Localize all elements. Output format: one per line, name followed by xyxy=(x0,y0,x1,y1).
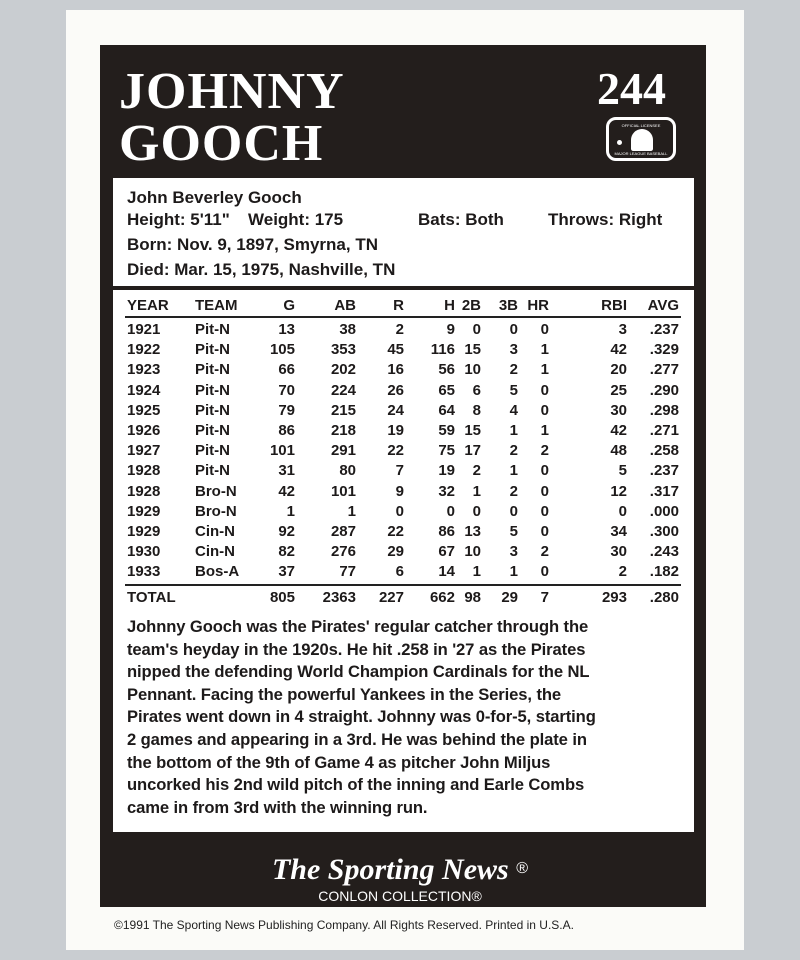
stat-cell: 19 xyxy=(438,462,455,480)
stat-cell: 64 xyxy=(438,401,455,419)
stat-cell: .298 xyxy=(649,401,679,419)
stat-cell: RBI xyxy=(601,297,627,314)
stat-cell: 1 xyxy=(472,563,481,581)
stat-cell: 15 xyxy=(464,422,481,439)
stat-cell: 1 xyxy=(509,563,518,581)
brand-name: The Sporting News xyxy=(271,853,509,886)
stat-cell: 37 xyxy=(278,563,295,581)
stat-cell: 45 xyxy=(387,341,404,359)
stat-cell: 17 xyxy=(464,442,481,460)
stat-cell: .182 xyxy=(649,563,679,581)
mlb-logo-icon xyxy=(606,117,676,161)
collection-name: CONLON COLLECTION® xyxy=(318,888,482,904)
stat-cell: 1 xyxy=(472,482,481,500)
stat-cell: .237 xyxy=(649,462,679,480)
weight: Weight: 175 xyxy=(248,210,344,229)
stat-cell: .258 xyxy=(649,442,679,460)
stat-cell: 101 xyxy=(330,482,356,500)
stat-cell: 0 xyxy=(509,321,518,338)
stat-cell: 42 xyxy=(610,422,627,439)
stat-cell: 26 xyxy=(387,381,404,399)
narrative-line: Pennant. Facing the powerful Yankees in the Series, the xyxy=(127,684,562,704)
stat-cell: 56 xyxy=(438,361,455,379)
stat-cell: 3B xyxy=(498,297,518,314)
stat-cell: 42 xyxy=(278,482,295,500)
header-rule xyxy=(125,316,681,318)
stat-cell: 12 xyxy=(610,482,627,500)
ball-icon xyxy=(617,140,622,145)
stat-cell: 7 xyxy=(395,462,404,480)
stat-cell: 5 xyxy=(618,462,627,480)
stat-cell: 25 xyxy=(610,381,627,399)
table-row xyxy=(127,503,679,523)
stat-cell: 13 xyxy=(464,523,481,540)
stat-cell: 0 xyxy=(540,321,549,338)
stat-cell: 2 xyxy=(509,482,518,500)
table-total-row xyxy=(127,589,679,609)
stat-cell: 15 xyxy=(464,341,481,359)
stat-cell: 1925 xyxy=(127,401,161,419)
stat-cell: 1 xyxy=(347,502,356,520)
stat-cell: 2B xyxy=(461,297,481,314)
stat-cell: 5 xyxy=(509,381,518,399)
stat-cell: 1 xyxy=(286,502,295,520)
stat-cell: 82 xyxy=(278,543,295,561)
stat-cell: Cin-N xyxy=(195,523,235,540)
stat-cell: 75 xyxy=(438,442,455,460)
stat-cell: 1 xyxy=(540,341,549,359)
stat-cell: 2 xyxy=(395,321,404,338)
narrative-line: came in from 3rd with the winning run. xyxy=(127,797,428,817)
stat-cell: 80 xyxy=(339,462,356,480)
stat-cell: .277 xyxy=(649,361,679,379)
table-row xyxy=(127,483,679,503)
stat-cell: 9 xyxy=(395,482,404,500)
stat-cell: AB xyxy=(334,297,356,314)
stat-cell: 0 xyxy=(540,482,549,500)
stat-cell: Pit-N xyxy=(195,462,230,480)
stat-cell: 31 xyxy=(278,462,295,480)
table-row xyxy=(127,563,679,583)
stat-cell: 10 xyxy=(464,361,481,379)
stat-cell: 3 xyxy=(618,321,627,338)
stat-cell: YEAR xyxy=(127,297,169,314)
stat-cell: 0 xyxy=(540,381,549,399)
stat-cell: 86 xyxy=(438,523,455,540)
stat-cell: 34 xyxy=(610,523,627,540)
player-last-name: GOOCH xyxy=(119,115,324,172)
stat-cell: 77 xyxy=(339,563,356,581)
stat-cell: H xyxy=(444,297,455,314)
stat-cell: 1927 xyxy=(127,442,161,460)
stat-cell: 38 xyxy=(339,321,356,338)
stat-cell: .329 xyxy=(649,341,679,359)
stat-cell: 10 xyxy=(464,543,481,561)
player-first-name: JOHNNY xyxy=(119,63,345,120)
stat-cell: 1930 xyxy=(127,543,161,561)
table-row xyxy=(127,402,679,422)
stat-cell: 3 xyxy=(509,543,518,561)
stat-cell: .243 xyxy=(649,543,679,561)
stat-cell: 2 xyxy=(472,462,481,480)
stat-cell: 276 xyxy=(330,543,356,561)
stat-cell: 16 xyxy=(387,361,404,379)
table-header xyxy=(127,297,679,317)
stat-cell: 8 xyxy=(472,401,481,419)
stat-cell: 101 xyxy=(269,442,295,460)
stat-cell: 287 xyxy=(330,523,356,540)
stat-cell: .271 xyxy=(649,422,679,439)
table-row xyxy=(127,422,679,442)
stat-cell: 67 xyxy=(438,543,455,561)
total-rule xyxy=(125,584,681,586)
stat-cell: 0 xyxy=(395,502,404,520)
stat-cell: 3 xyxy=(509,341,518,359)
stat-cell: 13 xyxy=(278,321,295,338)
stat-cell: 218 xyxy=(330,422,356,439)
stat-cell: Pit-N xyxy=(195,341,230,359)
stat-cell: 1 xyxy=(540,422,549,439)
stat-cell: 92 xyxy=(278,523,295,540)
stat-cell: 1 xyxy=(540,361,549,379)
stat-cell: 2 xyxy=(540,442,549,460)
stat-cell: 1929 xyxy=(127,502,161,520)
stat-cell: 29 xyxy=(387,543,404,561)
stat-cell: 2 xyxy=(540,543,549,561)
stat-cell: R xyxy=(393,297,404,314)
stat-cell: 0 xyxy=(472,502,481,520)
stat-cell: 1926 xyxy=(127,422,161,439)
stat-cell: 805 xyxy=(269,589,295,606)
stat-cell: 29 xyxy=(501,589,518,606)
stat-cell: 66 xyxy=(278,361,295,379)
stat-cell: 48 xyxy=(610,442,627,460)
stat-cell: 1923 xyxy=(127,361,161,379)
table-row xyxy=(127,543,679,563)
registered-mark: ® xyxy=(516,860,528,877)
born: Born: Nov. 9, 1897, Smyrna, TN xyxy=(127,235,378,254)
card-number: 244 xyxy=(597,63,666,114)
stat-cell: 98 xyxy=(464,589,481,606)
stat-cell: Pit-N xyxy=(195,321,230,338)
table-row xyxy=(127,442,679,462)
stat-cell: 6 xyxy=(395,563,404,581)
stat-cell: 42 xyxy=(610,341,627,359)
stat-cell: 1929 xyxy=(127,523,161,540)
died: Died: Mar. 15, 1975, Nashville, TN xyxy=(127,260,396,279)
stat-cell: 1924 xyxy=(127,381,161,399)
stat-cell: 6 xyxy=(472,381,481,399)
stat-cell: 2 xyxy=(509,361,518,379)
table-row xyxy=(127,321,679,341)
stat-cell: 1928 xyxy=(127,482,161,500)
stat-cell: .280 xyxy=(649,589,679,606)
stat-cell: Pit-N xyxy=(195,401,230,419)
stat-cell: 22 xyxy=(387,442,404,460)
stat-cell: TEAM xyxy=(195,297,238,314)
stat-cell: 116 xyxy=(430,341,455,359)
stat-cell: 224 xyxy=(330,381,356,399)
stat-cell: 20 xyxy=(610,361,627,379)
copyright: ©1991 The Sporting News Publishing Company. All Rights Reserved. Printed in U.S.A. xyxy=(114,918,574,932)
stat-cell: 293 xyxy=(601,589,627,606)
stat-cell: 0 xyxy=(540,401,549,419)
stat-cell: 9 xyxy=(446,321,455,338)
stat-cell: 59 xyxy=(438,422,455,439)
stat-cell: 0 xyxy=(540,462,549,480)
narrative-line: uncorked his 2nd wild pitch of the inning and Earle Combs xyxy=(127,775,585,795)
stat-cell: 1921 xyxy=(127,321,161,338)
stat-cell: Pit-N xyxy=(195,381,230,399)
table-row xyxy=(127,341,679,361)
stat-cell: .290 xyxy=(649,381,679,399)
stat-cell: 1928 xyxy=(127,462,161,480)
throws: Throws: Right xyxy=(548,210,663,229)
stat-cell: .317 xyxy=(649,482,679,500)
bats: Bats: Both xyxy=(418,210,504,229)
stat-cell: Bos-A xyxy=(195,563,240,581)
stat-cell: .237 xyxy=(649,321,679,338)
stat-cell: 4 xyxy=(509,401,518,419)
stat-cell: .000 xyxy=(649,502,679,520)
sporting-news-logo xyxy=(0,853,800,887)
stat-cell: 215 xyxy=(330,401,356,419)
stat-cell: 291 xyxy=(330,442,356,460)
stat-cell: 0 xyxy=(540,563,549,581)
batter-silhouette-icon xyxy=(631,129,653,151)
stat-cell: 1933 xyxy=(127,563,161,581)
stat-cell: 0 xyxy=(509,502,518,520)
stat-cell: 2363 xyxy=(322,589,356,606)
stat-cell: 86 xyxy=(278,422,295,439)
stat-cell: AVG xyxy=(647,297,679,314)
logo-text-bottom: MAJOR LEAGUE BASEBALL xyxy=(614,151,668,156)
stat-cell: 19 xyxy=(387,422,404,439)
stat-cell: Pit-N xyxy=(195,361,230,379)
stat-cell: 0 xyxy=(446,502,455,520)
stat-cell: 30 xyxy=(610,543,627,561)
narrative-line: team's heyday in the 1920s. He hit .258 in '27 as the Pirates xyxy=(127,639,586,659)
narrative-line: the bottom of the 9th of Game 4 as pitcher John Miljus xyxy=(127,752,551,772)
table-row xyxy=(127,361,679,381)
stat-cell: 7 xyxy=(540,589,549,606)
stat-cell: G xyxy=(283,297,295,314)
stat-cell: 22 xyxy=(387,523,404,540)
stat-cell: 14 xyxy=(438,563,455,581)
full-name: John Beverley Gooch xyxy=(127,188,302,207)
stat-cell: TOTAL xyxy=(127,589,176,606)
stat-cell: Bro-N xyxy=(195,482,237,500)
narrative-line: Johnny Gooch was the Pirates' regular catcher through the xyxy=(127,617,589,636)
table-row xyxy=(127,523,679,543)
height: Height: 5'11" xyxy=(127,210,230,229)
stat-cell: Cin-N xyxy=(195,543,235,561)
logo-text-top: OFFICIAL LICENSEE xyxy=(621,123,661,128)
stat-cell: 30 xyxy=(610,401,627,419)
stat-cell: 1 xyxy=(509,422,518,439)
stat-cell: 202 xyxy=(330,361,356,379)
stat-cell: 79 xyxy=(278,401,295,419)
stat-cell: 24 xyxy=(387,401,404,419)
stat-cell: 65 xyxy=(438,381,455,399)
stat-cell: 662 xyxy=(429,589,455,606)
table-row xyxy=(127,382,679,402)
stat-cell: 105 xyxy=(269,341,295,359)
stat-cell: 2 xyxy=(509,442,518,460)
stat-cell: 5 xyxy=(509,523,518,540)
stat-cell: 0 xyxy=(540,523,549,540)
narrative-line: 2 games and appearing in a 3rd. He was behind the plate in xyxy=(127,730,587,749)
stat-cell: 2 xyxy=(618,563,627,581)
stat-cell: 353 xyxy=(330,341,356,359)
table-row xyxy=(127,462,679,482)
stat-cell: 1922 xyxy=(127,341,161,359)
stat-cell: 0 xyxy=(618,502,627,520)
narrative-line: Pirates went down in 4 straight. Johnny was 0-for-5, starting xyxy=(127,707,596,727)
narrative-line: nipped the defending World Champion Cardinals for the NL xyxy=(127,662,590,682)
stat-cell: 1 xyxy=(509,462,518,480)
stat-cell: Pit-N xyxy=(195,422,230,439)
stat-cell: 0 xyxy=(472,321,481,338)
stat-cell: 227 xyxy=(378,589,404,606)
stat-cell: Pit-N xyxy=(195,442,230,460)
stat-cell: Bro-N xyxy=(195,502,237,520)
stat-cell: .300 xyxy=(649,523,679,540)
stat-cell: 70 xyxy=(278,381,295,399)
stat-cell: HR xyxy=(527,297,549,314)
stat-cell: 32 xyxy=(438,482,455,500)
stat-cell: 0 xyxy=(540,502,549,520)
